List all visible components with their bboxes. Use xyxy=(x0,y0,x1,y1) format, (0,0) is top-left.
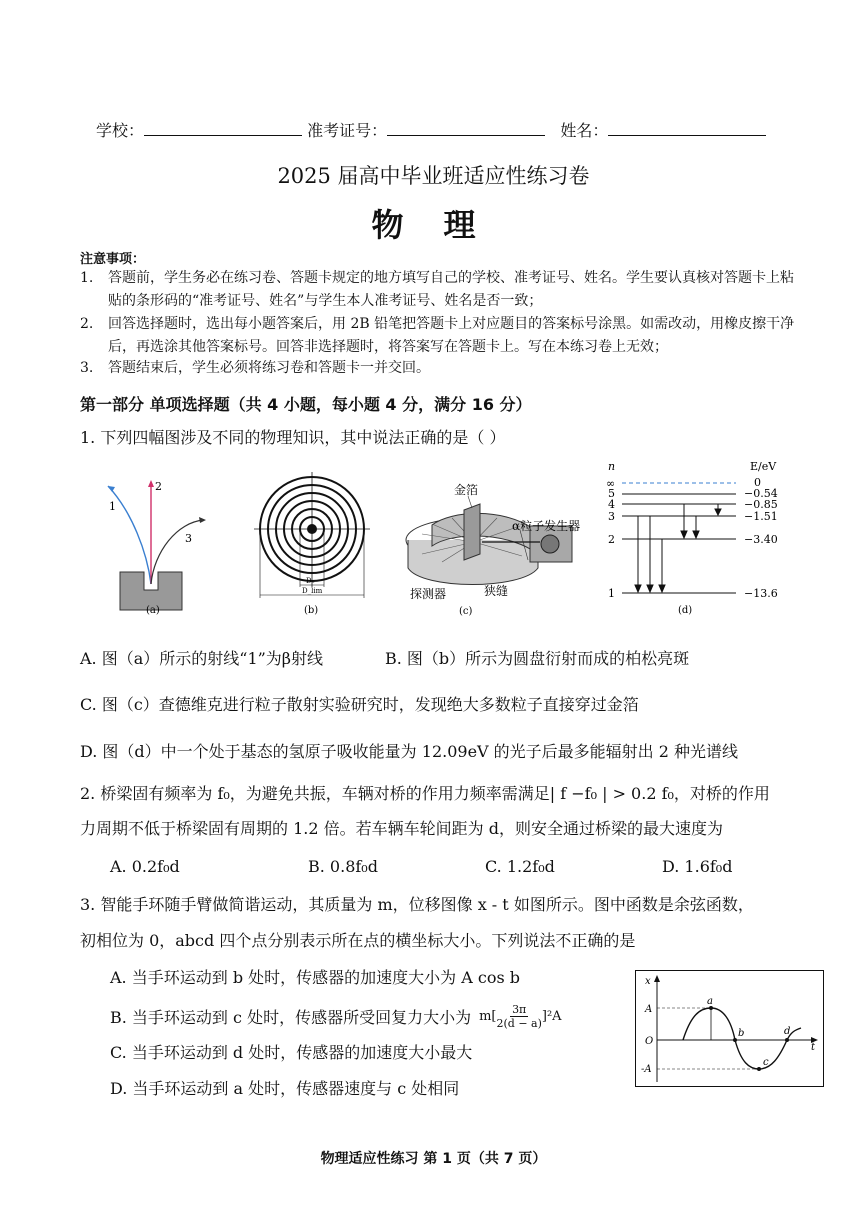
page-footer: 物理适应性练习 第 1 页（共 7 页） xyxy=(320,1151,547,1167)
school-label: 学校： xyxy=(96,121,145,140)
q3-option-a[interactable]: A. 当手环运动到 b 处时，传感器的加速度大小为 A cos b xyxy=(110,968,521,987)
ray2-label: 2 xyxy=(155,480,162,493)
q3-option-b[interactable]: B. 当手环运动到 c 处时，传感器所受回复力大小为 m[ 3π 2(d − a) ]²A xyxy=(110,1003,562,1030)
q1-option-b[interactable]: B. 图（b）所示为圆盘衍射而成的柏松亮斑 xyxy=(385,649,690,668)
caption-c: (c) xyxy=(459,606,473,617)
caption-d: (d) xyxy=(678,605,693,616)
level-n: 1 xyxy=(608,587,615,600)
e-label: E/eV xyxy=(750,460,777,473)
q2-option-b[interactable]: B. 0.8f₀d xyxy=(308,857,378,876)
amp-label: A xyxy=(645,1004,653,1015)
subject-title: 物理 xyxy=(371,206,516,244)
name-label: 姓名： xyxy=(560,121,609,140)
n-label: n xyxy=(608,460,616,473)
header-fields xyxy=(96,118,766,141)
level-e: −3.40 xyxy=(744,533,778,546)
school-blank[interactable] xyxy=(144,121,302,136)
origin-label: O xyxy=(645,1036,654,1047)
name-blank[interactable] xyxy=(608,121,766,136)
exam-id-label: 准考证号： xyxy=(307,121,388,140)
figure-d xyxy=(600,458,800,618)
level-e: −1.51 xyxy=(744,510,778,523)
page-title: 2025 届高中毕业班适应性练习卷 xyxy=(277,164,590,188)
caption-a: (a) xyxy=(146,605,160,616)
section-heading: 第一部分 单项选择题（共 4 小题，每小题 4 分，满分 16 分） xyxy=(80,395,532,414)
level-n: 4 xyxy=(608,498,615,511)
level-e: −13.6 xyxy=(744,587,778,600)
t-axis-label: t xyxy=(811,1042,816,1053)
exam-id-blank[interactable] xyxy=(387,121,545,136)
detector-label: 探测器 xyxy=(410,587,447,601)
ray3-label: 3 xyxy=(185,532,192,545)
level-n: ∞ xyxy=(606,477,616,490)
q3-stem-line1: 3. 智能手环随手臂做简谐运动，其质量为 m，位移图像 x - t 如图所示。图中函数是余弦函数， xyxy=(80,895,754,914)
point-d-label: d xyxy=(784,1026,791,1037)
point-a-label: a xyxy=(707,996,713,1007)
caption-b: (b) xyxy=(304,605,319,616)
q3-xt-graph xyxy=(635,970,825,1088)
ray1-label: 1 xyxy=(109,500,116,513)
q2-option-d[interactable]: D. 1.6f₀d xyxy=(662,857,733,876)
level-n: 5 xyxy=(608,487,615,500)
figure-a xyxy=(92,472,212,617)
note-item: 1. 答题前，学生务必在练习卷、答题卡规定的地方填写自己的学校、准考证号、姓名。学生要认真核对答题卡上粘贴的条形码的“准考证号、姓名”与学生本人准考证号、姓名是否一致； xyxy=(80,270,794,309)
q2-stem-line2: 力周期不低于桥梁固有周期的 1.2 倍。若车辆车轮间距为 d，则安全通过桥梁的最大速度为 xyxy=(80,819,723,838)
q2-option-a[interactable]: A. 0.2f₀d xyxy=(110,857,180,876)
q3-stem-line2: 初相位为 0，abcd 四个点分别表示所在点的横坐标大小。下列说法不正确的是 xyxy=(80,931,636,950)
dlim-label: D_lim xyxy=(302,587,323,595)
notes-title: 注意事项： xyxy=(80,252,146,267)
x-axis-label: x xyxy=(645,976,651,987)
level-e: −0.85 xyxy=(744,498,778,511)
level-n: 3 xyxy=(608,510,615,523)
slit-label: 狭缝 xyxy=(484,584,509,598)
q1-option-c[interactable]: C. 图（c）查德维克进行粒子散射实验研究时，发现绝大多数粒子直接穿过金箔 xyxy=(80,695,639,714)
point-b-label: b xyxy=(738,1028,745,1039)
figure-b xyxy=(250,472,375,617)
q1-option-d[interactable]: D. 图（d）中一个处于基态的氢原子吸收能量为 12.09eV 的光子后最多能辐射出 2 种光谱线 xyxy=(80,742,739,761)
note-item: 2. 回答选择题时，选出每小题答案后，用 2B 铅笔把答题卡上对应题目的答案标号涂黑。如需改动，用橡皮擦干净后，再选涂其他答案标号。回答非选择题时，将答案写在答题卡上。写在本练习卷上无效； xyxy=(80,316,795,355)
q1-option-a[interactable]: A. 图（a）所示的射线“1”为β射线 xyxy=(80,649,324,668)
level-e: 0 xyxy=(754,476,761,489)
q1-stem: 1. 下列四幅图涉及不同的物理知识，其中说法正确的是（ ） xyxy=(80,428,506,447)
figure-c xyxy=(402,480,602,620)
q3-option-c[interactable]: C. 当手环运动到 d 处时，传感器的加速度大小最大 xyxy=(110,1043,473,1062)
fraction: 3π 2(d − a) xyxy=(496,1003,542,1030)
q3-option-d[interactable]: D. 当手环运动到 a 处时，传感器速度与 c 处相同 xyxy=(110,1079,460,1098)
q2-stem-line1: 2. 桥梁固有频率为 f₀，为避免共振，车辆对桥的作用力频率需满足| f −f₀ | > 0.2 f₀，对桥的作用 xyxy=(80,784,770,803)
note-item: 3. 答题结束后，学生必须将练习卷和答题卡一并交回。 xyxy=(80,360,430,376)
foil-label: 金箔 xyxy=(454,483,479,497)
level-e: −0.54 xyxy=(744,487,778,500)
d0-label: D₀ xyxy=(306,577,315,585)
level-n: 2 xyxy=(608,533,615,546)
source-label: α粒子发生器 xyxy=(512,519,581,533)
neg-amp-label: -A xyxy=(641,1064,652,1075)
point-c-label: c xyxy=(763,1057,769,1068)
q2-option-c[interactable]: C. 1.2f₀d xyxy=(485,857,555,876)
